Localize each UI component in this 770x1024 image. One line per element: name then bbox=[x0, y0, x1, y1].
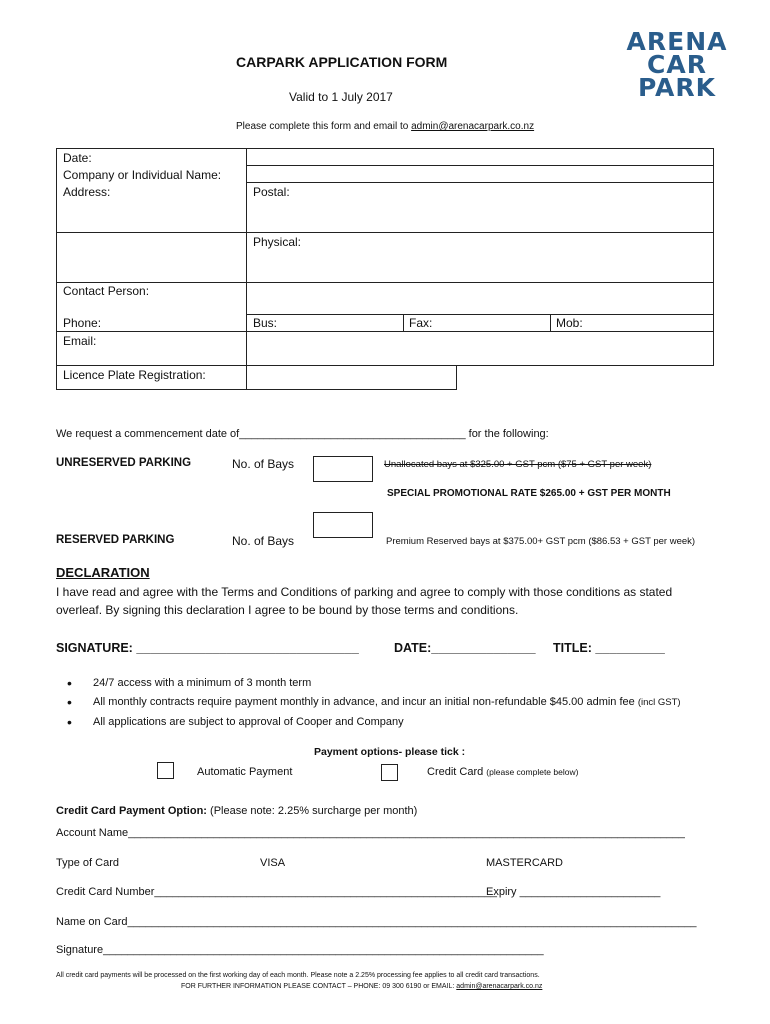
unreserved-old-rate: Unallocated bays at $325.00 + GST pcm ($75 + GST per week) bbox=[384, 459, 652, 470]
plate-field[interactable] bbox=[247, 366, 455, 388]
mob-label: Mob: bbox=[556, 316, 583, 330]
bullet-contracts-text: All monthly contracts require payment monthly in advance, and incur an initial non-refundable $45.00 admin fee bbox=[93, 696, 638, 708]
contact-label: Contact Person: bbox=[63, 284, 150, 298]
mastercard-option[interactable]: MASTERCARD bbox=[486, 857, 564, 869]
visa-option[interactable]: VISA bbox=[260, 857, 286, 869]
unreserved-bays-input[interactable] bbox=[313, 456, 373, 482]
bus-label: Bus: bbox=[253, 316, 278, 330]
logo-line-3: PARK bbox=[638, 73, 716, 102]
logo-line-1: ARENA bbox=[626, 27, 728, 56]
reserved-bays-input[interactable] bbox=[313, 512, 373, 538]
plate-label: Licence Plate Registration: bbox=[63, 368, 206, 382]
declaration-line-2: overleaf. By signing this declaration I agree to be bound by those terms and conditions. bbox=[56, 603, 519, 617]
reserved-rate: Premium Reserved bays at $375.00+ GST pcm ($86.53 + GST per week) bbox=[386, 536, 696, 547]
date-signature-field[interactable]: DATE:_______________ bbox=[394, 641, 536, 655]
bullet-access: • 24/7 access with a minimum of 3 month term bbox=[93, 677, 311, 689]
logo-line-2: CAR bbox=[647, 50, 707, 79]
date-field[interactable] bbox=[247, 149, 713, 164]
email-field[interactable] bbox=[247, 332, 713, 364]
contact-field[interactable] bbox=[247, 283, 713, 313]
cc-signature-field[interactable]: Signature________________________________________________________________________ bbox=[56, 944, 544, 956]
instructions bbox=[236, 121, 534, 132]
automatic-payment-checkbox[interactable] bbox=[157, 762, 174, 779]
expiry-field[interactable]: Expiry _______________________ bbox=[486, 886, 661, 898]
footer-line-2 bbox=[181, 983, 542, 990]
valid-date: Valid to 1 July 2017 bbox=[289, 90, 393, 104]
form-title: CARPARK APPLICATION FORM bbox=[236, 54, 448, 70]
credit-card-option bbox=[427, 766, 578, 778]
card-type-label: Type of Card bbox=[56, 857, 119, 869]
email-label: Email: bbox=[63, 334, 97, 348]
reserved-bays-label: No. of Bays bbox=[232, 534, 295, 548]
physical-label: Physical: bbox=[253, 235, 302, 249]
credit-card-label: Credit Card bbox=[427, 766, 487, 778]
address-label: Address: bbox=[63, 185, 111, 199]
instructions-text: Please complete this form and email to bbox=[236, 121, 412, 132]
physical-field[interactable] bbox=[247, 250, 713, 281]
company-label: Company or Individual Name: bbox=[63, 168, 222, 182]
credit-card-note: (please complete below) bbox=[486, 767, 579, 777]
account-name-field[interactable]: Account Name___________________________________________________________________________________________ bbox=[56, 827, 685, 839]
phone-label: Phone: bbox=[63, 316, 102, 330]
footer-line-1: All credit card payments will be processed on the first working day of each month. Please note a 2.25% processing fee applies to all credit card transactions. bbox=[56, 972, 540, 979]
credit-card-checkbox[interactable] bbox=[381, 764, 398, 781]
declaration-heading: DECLARATION bbox=[56, 565, 150, 580]
footer-contact: FOR FURTHER INFORMATION PLEASE CONTACT – PHONE: 09 300 6190 or EMAIL: bbox=[181, 983, 457, 990]
cc-heading: Credit Card Payment Option: bbox=[56, 805, 207, 817]
fax-label: Fax: bbox=[409, 316, 433, 330]
postal-label: Postal: bbox=[253, 185, 290, 199]
company-field[interactable] bbox=[247, 166, 713, 181]
postal-field[interactable] bbox=[247, 200, 713, 231]
commencement-line: We request a commencement date of_____________________________________ for the following: bbox=[56, 428, 549, 440]
bullet-fee-note: (incl GST) bbox=[637, 697, 681, 708]
declaration-line-1: I have read and agree with the Terms and Conditions of parking and agree to comply with those conditions as stated bbox=[56, 585, 673, 599]
card-number-field[interactable]: Credit Card Number________________________________________________________ bbox=[56, 886, 498, 898]
signature-field[interactable]: SIGNATURE: ________________________________ bbox=[56, 641, 359, 655]
reserved-label: RESERVED PARKING bbox=[56, 534, 175, 546]
cc-heading-line bbox=[56, 805, 417, 817]
bullet-contracts bbox=[93, 696, 681, 708]
title-field[interactable]: TITLE: __________ bbox=[553, 641, 665, 655]
bullet-approval: • All applications are subject to approval of Cooper and Company bbox=[93, 716, 404, 728]
unreserved-label: UNRESERVED PARKING bbox=[56, 457, 192, 469]
arena-car-park-logo bbox=[622, 27, 732, 102]
email-link[interactable]: admin@arenacarpark.co.nz bbox=[411, 121, 535, 132]
footer-email-link[interactable]: admin@arenacarpark.co.nz bbox=[456, 983, 543, 990]
date-label: Date: bbox=[63, 151, 92, 165]
cc-note: (Please note: 2.25% surcharge per month) bbox=[206, 805, 418, 817]
payment-heading: Payment options- please tick : bbox=[314, 746, 466, 758]
unreserved-bays-label: No. of Bays bbox=[232, 457, 295, 471]
name-on-card-field[interactable]: Name on Card_____________________________________________________________________________________________ bbox=[56, 916, 697, 928]
automatic-payment-label: Automatic Payment bbox=[197, 766, 293, 778]
promo-rate: SPECIAL PROMOTIONAL RATE $265.00 + GST PER MONTH bbox=[387, 488, 671, 499]
